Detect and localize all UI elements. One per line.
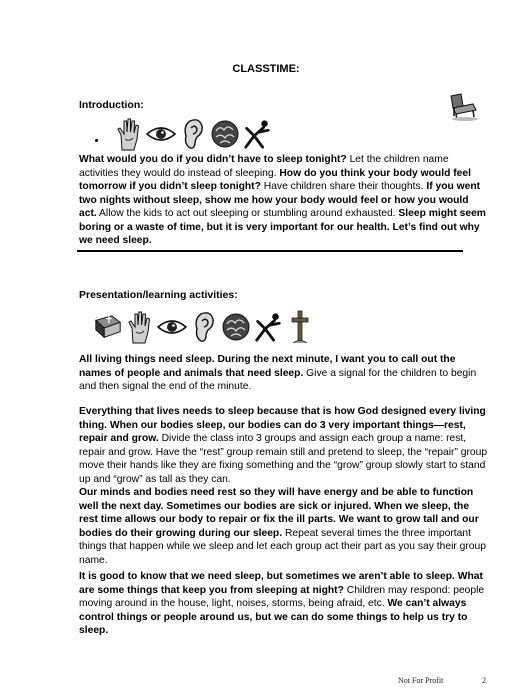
- text-run: Have children share their thoughts.: [260, 181, 427, 192]
- bible-icon: [93, 309, 123, 345]
- text-run: Divide the class into 3 groups and assign each group a name: rest, repair and grow. Have the “rest” group remain still and pretend to sleep, the “repair” group move their hands like they are fixing something and the “grow” group slowly start to stand up and “grow” as tall as they can.: [79, 433, 488, 485]
- presentation-paragraph-1: [79, 353, 489, 394]
- eye-icon: [157, 309, 187, 345]
- stretching-person-icon: [253, 309, 283, 345]
- bold-run: All living things need sleep. During the next minute, I want you to call out the names of people and animals that need sleep.: [79, 354, 456, 379]
- text-run: Allow the kids to act out sleeping or stumbling around exhausted.: [96, 208, 399, 219]
- brain-icon: [221, 309, 251, 345]
- section-divider: [77, 250, 463, 252]
- stretching-person-icon: [242, 116, 272, 152]
- bullet-dot: [95, 139, 98, 142]
- bold-run: It is good to know that we need sleep, but sometimes we aren’t able to sleep. What are some things that keep you from sleeping at night?: [79, 571, 483, 596]
- intro-icon-row: [114, 112, 272, 152]
- bold-run: How do you think your body would feel tomorrow if you didn’t sleep tonight?: [79, 167, 471, 192]
- text-run: Repeat several times the three important things that happen while we sleep and let each group act their part as you say their group name.: [79, 527, 486, 566]
- presentation-paragraph-3: [79, 486, 489, 567]
- presentation-icon-row: [93, 305, 315, 345]
- intro-heading: Introduction:: [79, 99, 144, 111]
- chair-icon: [445, 92, 479, 122]
- presentation-paragraph-2: [79, 405, 489, 486]
- presentation-paragraph-4: [79, 570, 489, 638]
- text-run: Children may respond: people moving around in the house, light, noises, storms, being afraid, etc.: [79, 584, 485, 609]
- ear-icon: [178, 116, 208, 152]
- bold-run: If you went two nights without sleep, show me how your body would feel or how you would act.: [79, 181, 481, 219]
- footer-note: Not For Profit: [398, 676, 444, 685]
- text-run: Let the children name activities they would do instead of sleeping.: [79, 154, 449, 179]
- intro-paragraph: [79, 153, 489, 248]
- page-title: CLASSTIME:: [232, 63, 300, 75]
- page-number: 2: [482, 676, 486, 685]
- bold-run: Our minds and bodies need rest so they will have energy and be able to function well the next day. Sometimes our bodies are sick or injured. When we sleep, the rest time allows our body to repair or fix the ill parts. We want to grow tall and our bodies do their growing during our sleep.: [79, 487, 479, 539]
- bold-run: We can’t always control things or people around us, but we can do some things to help us try to sleep.: [79, 598, 468, 636]
- brain-icon: [210, 116, 240, 152]
- eye-icon: [146, 116, 176, 152]
- text-run: Give a signal for the children to begin and then signal the end of the minute.: [79, 367, 477, 392]
- hand-icon: [125, 309, 155, 345]
- presentation-heading: Presentation/learning activities:: [79, 289, 238, 301]
- cross-icon: [285, 309, 315, 345]
- bold-run: Sleep might seem boring or a waste of time, but it is very important for our health. Let’s find out why we need sleep.: [79, 208, 486, 246]
- ear-icon: [189, 309, 219, 345]
- bold-run: Everything that lives needs to sleep because that is how God designed every living thing. When our bodies sleep, our bodies can do 3 very important things—rest, repair and grow.: [79, 406, 486, 444]
- bold-run: What would you do if you didn’t have to sleep tonight?: [79, 154, 347, 165]
- hand-icon: [114, 116, 144, 152]
